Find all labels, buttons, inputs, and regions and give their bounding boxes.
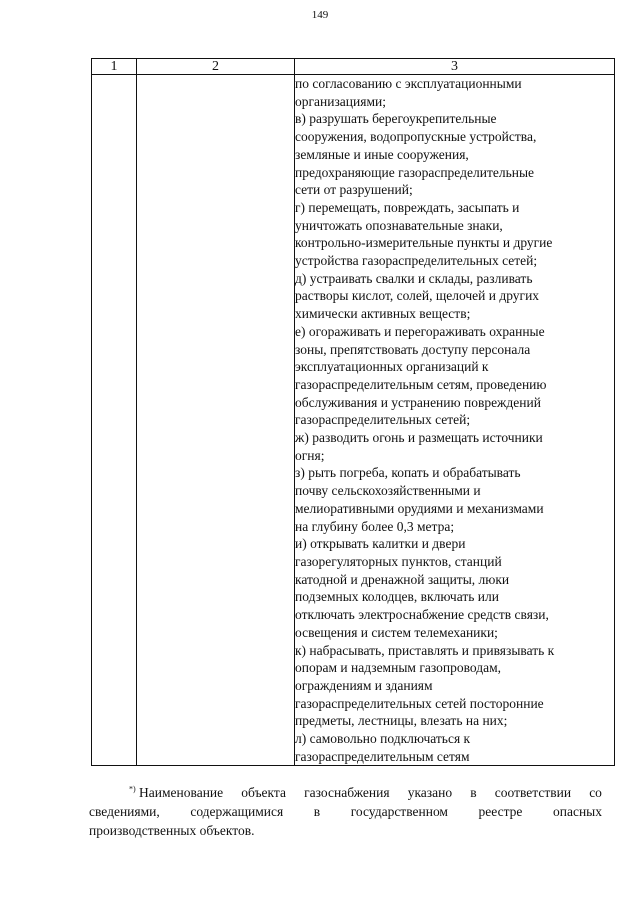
text-line: опорам и надземным газопроводам, xyxy=(295,660,501,676)
text-line: по согласованию с эксплуатационными xyxy=(295,76,522,91)
page-number: 149 xyxy=(311,9,329,21)
text-line: химически активных веществ; xyxy=(295,306,471,322)
text-line: газораспределительным сетям, проведению xyxy=(295,376,547,392)
footnote-line-1 xyxy=(89,783,602,802)
text-line: отключать электроснабжение средств связи, xyxy=(295,607,549,623)
text-line: ограждениям и зданиям xyxy=(295,677,433,693)
text-line: газораспределительных сетей посторонние xyxy=(295,695,544,711)
text-line: освещения и систем телемеханики; xyxy=(295,624,498,640)
text-line: газорегуляторных пунктов, станций xyxy=(295,553,502,569)
text-line: зоны, препятствовать доступу персонала xyxy=(295,341,531,357)
text-line: почву сельскохозяйственными и xyxy=(295,483,481,499)
text-line: растворы кислот, солей, щелочей и других xyxy=(295,288,540,304)
text-line: в) разрушать берегоукрепительные xyxy=(295,111,497,127)
text-line: газораспределительным сетям xyxy=(295,748,470,764)
text-line: д) устраивать свалки и склады, разливать xyxy=(295,270,533,286)
table-row xyxy=(92,75,615,766)
footnote-word: опасных xyxy=(552,804,602,819)
text-line: на глубину более 0,3 метра; xyxy=(295,518,455,534)
text-line: е) огораживать и перегораживать охранные xyxy=(295,323,545,339)
table-cell-col2 xyxy=(137,75,295,766)
text-line: г) перемещать, повреждать, засыпать и xyxy=(295,199,520,215)
column-header-1: 1 xyxy=(92,59,137,75)
text-line: катодной и дренажной защиты, люки xyxy=(295,571,510,587)
text-line: сети от разрушений; xyxy=(295,182,413,198)
text-line: обслуживания и устранению повреждений xyxy=(295,394,541,410)
text-line: предметы, лестницы, влезать на них; xyxy=(295,713,508,729)
text-line: организациями; xyxy=(295,93,386,109)
footnote-word: объекта xyxy=(241,785,286,800)
requirements-table xyxy=(91,58,615,766)
footnote-word: реестре xyxy=(478,804,523,819)
restrictions-text xyxy=(295,75,614,765)
footnote-word: указано xyxy=(407,785,453,800)
text-line: эксплуатационных организаций к xyxy=(295,359,489,375)
text-line: к) набрасывать, приставлять и привязывать к xyxy=(295,642,555,658)
table-cell-col3 xyxy=(295,75,615,766)
footnote-marker: *) xyxy=(129,784,136,794)
text-line: контрольно-измерительные пункты и другие xyxy=(295,235,553,251)
text-line: з) рыть погреба, копать и обрабатывать xyxy=(295,465,521,481)
text-line: предохраняющие газораспределительные xyxy=(295,164,535,180)
footnote-first-word: *) Наименование xyxy=(129,784,224,800)
text-line: огня; xyxy=(295,447,325,463)
text-line: сооружения, водопропускные устройства, xyxy=(295,129,537,145)
table-cell-col1 xyxy=(92,75,137,766)
footnote-word: содержащимися xyxy=(190,804,284,819)
text-line: и) открывать калитки и двери xyxy=(295,536,466,552)
footnote-word: сведениями, xyxy=(89,804,160,819)
text-line: земляные и иные сооружения, xyxy=(295,146,469,162)
footnote-word: в xyxy=(313,804,321,819)
text-line: уничтожать опознавательные знаки, xyxy=(295,217,503,233)
footnote-line-2 xyxy=(89,802,602,821)
footnote xyxy=(89,783,602,840)
text-line: газораспределительных сетей; xyxy=(295,412,471,428)
footnote-word: соответствии xyxy=(494,785,572,800)
footnote-word: государственном xyxy=(350,804,448,819)
footnote-line-3: производственных объектов. xyxy=(89,823,255,838)
column-header-3: 3 xyxy=(295,59,615,75)
text-line: подземных колодцев, включать или xyxy=(295,589,499,605)
footnote-word: со xyxy=(589,785,602,800)
text-line: устройства газораспределительных сетей; xyxy=(295,253,538,269)
footnote-word: в xyxy=(470,785,477,800)
footnote-word: газоснабжения xyxy=(304,785,390,800)
text-line: ж) разводить огонь и размещать источники xyxy=(295,430,543,446)
table-header-row xyxy=(92,59,615,75)
text-line: л) самовольно подключаться к xyxy=(295,731,471,747)
column-header-2: 2 xyxy=(137,59,295,75)
text-line: мелиоративными орудиями и механизмами xyxy=(295,500,544,516)
